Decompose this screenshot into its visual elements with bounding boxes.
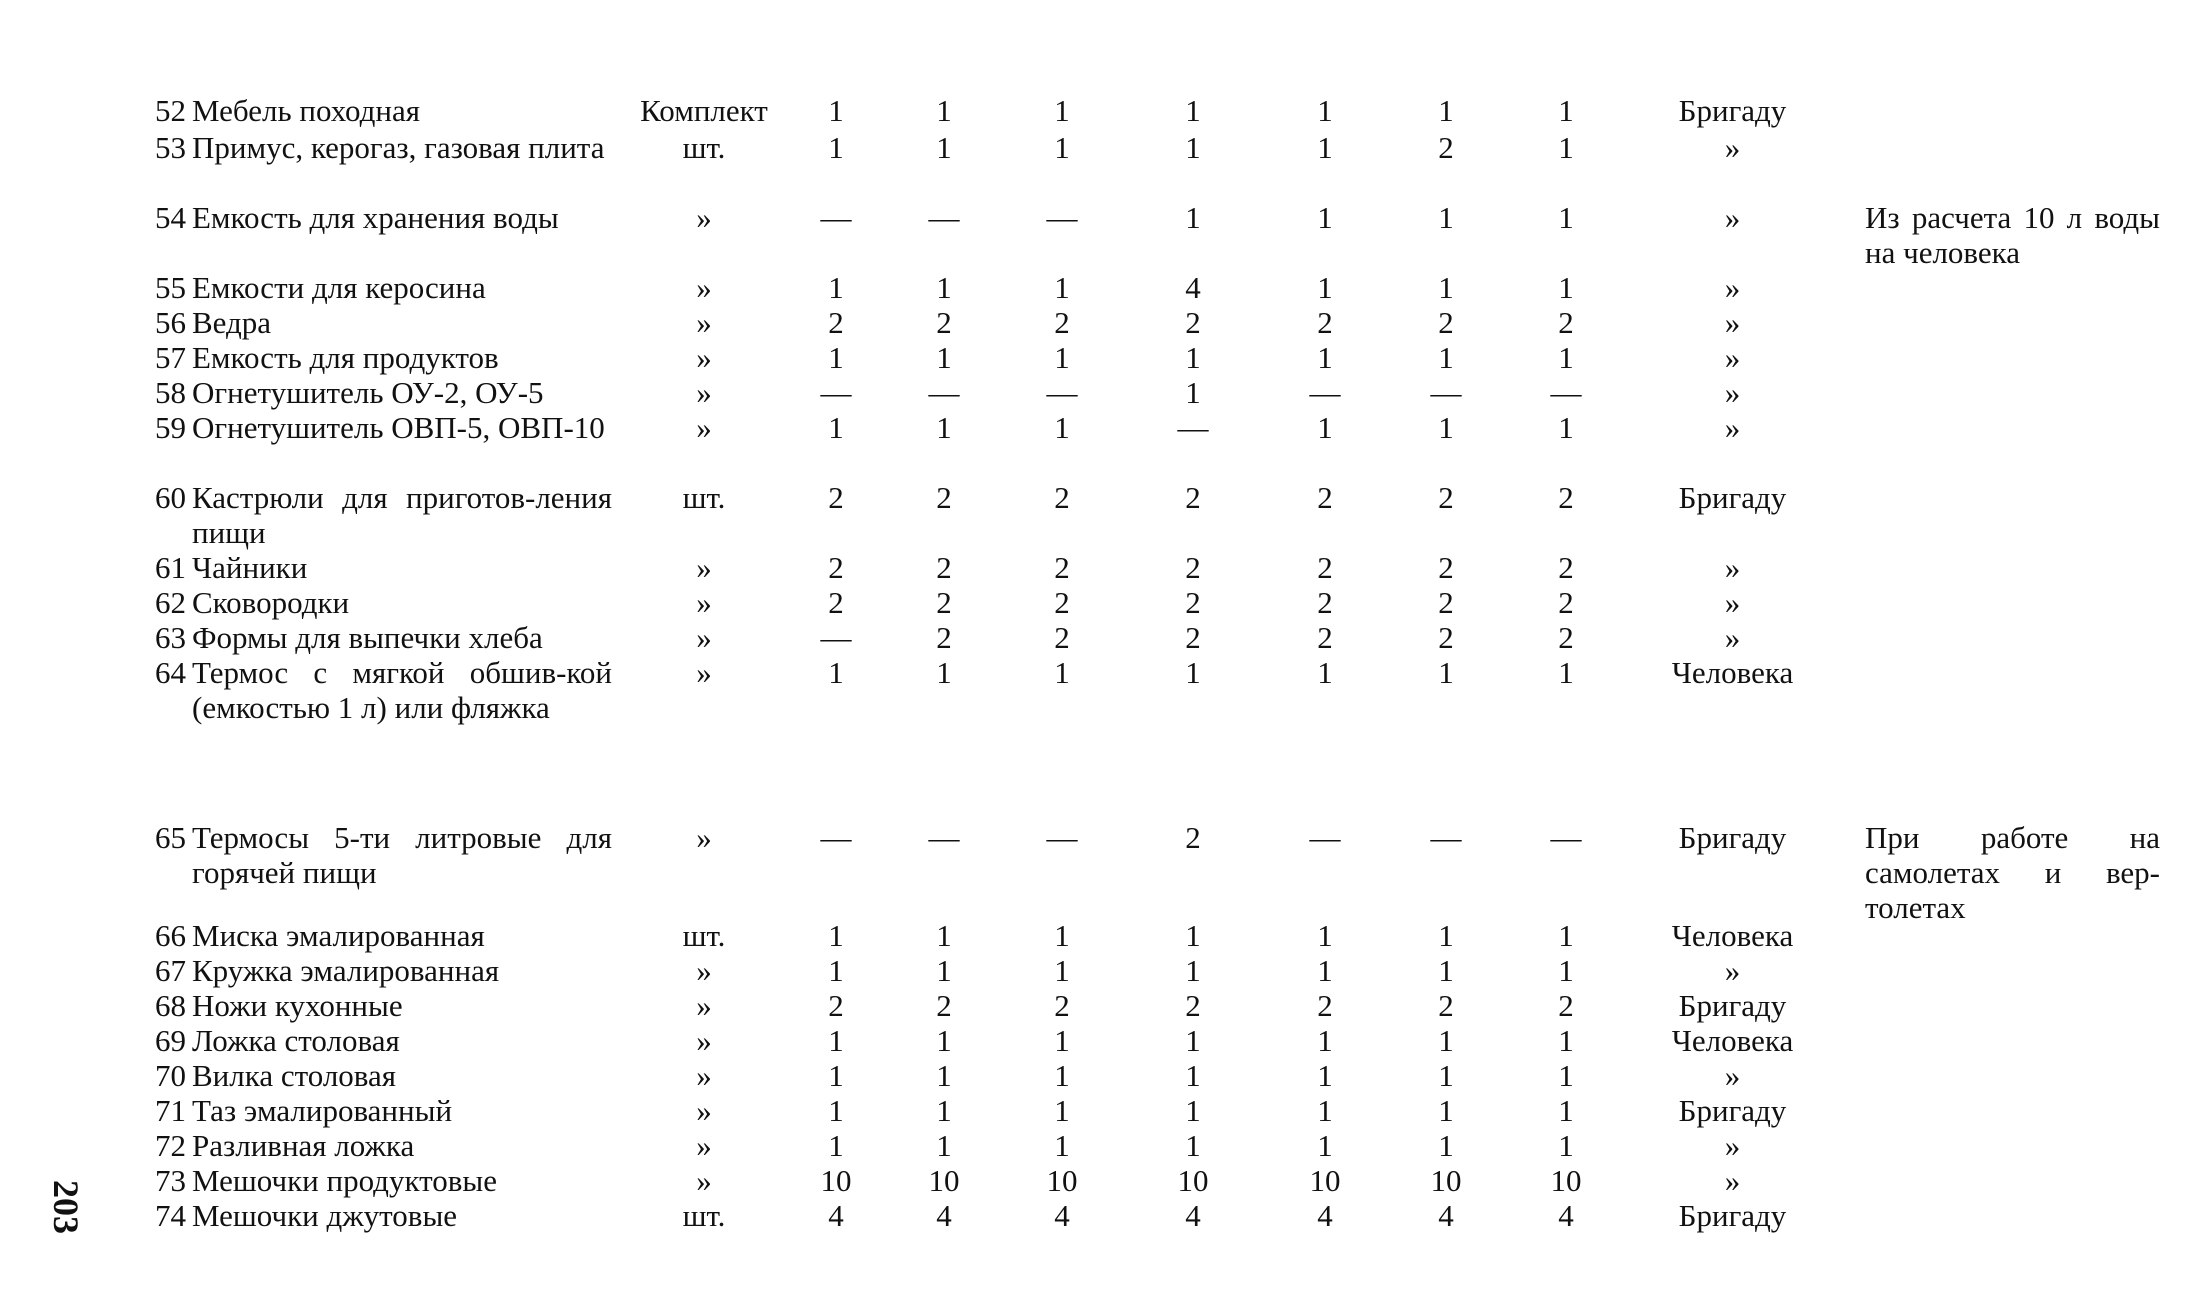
item-name: Разливная ложка: [192, 1128, 415, 1163]
quantity-cell: 1: [1317, 200, 1333, 235]
unit-cell: »: [696, 410, 712, 445]
unit-cell: »: [696, 1023, 712, 1058]
per-unit-cell: Бригаду: [1678, 480, 1787, 515]
quantity-cell: 1: [828, 93, 844, 128]
quantity-cell: 1: [828, 1128, 844, 1163]
row-number: 53: [155, 130, 186, 165]
quantity-cell: 10: [1046, 1163, 1078, 1198]
row-number: 69: [155, 1023, 186, 1058]
quantity-cell: 1: [1317, 410, 1333, 445]
quantity-cell: 2: [1317, 550, 1333, 585]
quantity-cell: 1: [1317, 1058, 1333, 1093]
per-unit-cell: »: [1724, 270, 1741, 305]
item-name: Мебель походная: [192, 93, 421, 128]
quantity-cell: 1: [1558, 130, 1574, 165]
quantity-cell: 2: [1185, 550, 1201, 585]
quantity-cell: 1: [828, 340, 844, 375]
quantity-cell: —: [820, 200, 852, 235]
item-name: Термос с мягкой обшив-кой (емкостью 1 л) или фляжка: [192, 655, 612, 725]
quantity-cell: 1: [936, 918, 952, 953]
quantity-cell: —: [1309, 375, 1341, 410]
item-name: Емкость для хранения воды: [192, 200, 559, 235]
quantity-cell: 1: [1185, 200, 1201, 235]
quantity-cell: 2: [1054, 620, 1070, 655]
unit-cell: шт.: [682, 480, 726, 515]
quantity-cell: 10: [1177, 1163, 1209, 1198]
quantity-cell: 1: [936, 340, 952, 375]
quantity-cell: 4: [828, 1198, 844, 1233]
row-number: 57: [155, 340, 186, 375]
per-unit-cell: »: [1724, 375, 1741, 410]
quantity-cell: 1: [1054, 1023, 1070, 1058]
item-name: Сковородки: [192, 585, 350, 620]
per-unit-cell: Бригаду: [1678, 1198, 1787, 1233]
quantity-cell: 10: [1309, 1163, 1341, 1198]
row-number: 63: [155, 620, 186, 655]
unit-cell: »: [696, 1163, 712, 1198]
quantity-cell: 1: [1317, 93, 1333, 128]
quantity-cell: 2: [1438, 585, 1454, 620]
quantity-cell: 2: [1185, 988, 1201, 1023]
quantity-cell: 1: [1317, 1023, 1333, 1058]
quantity-cell: 2: [1185, 585, 1201, 620]
quantity-cell: 1: [1558, 1023, 1574, 1058]
row-number: 64: [155, 655, 186, 690]
quantity-cell: —: [820, 375, 852, 410]
item-name: Вилка столовая: [192, 1058, 397, 1093]
quantity-cell: 1: [936, 1093, 952, 1128]
item-name: Мешочки джутовые: [192, 1198, 458, 1233]
quantity-cell: 2: [936, 305, 952, 340]
quantity-cell: 10: [1550, 1163, 1582, 1198]
quantity-cell: 1: [936, 953, 952, 988]
quantity-cell: 1: [1558, 93, 1574, 128]
quantity-cell: 4: [1558, 1198, 1574, 1233]
quantity-cell: —: [928, 820, 960, 855]
per-unit-cell: »: [1724, 200, 1741, 235]
quantity-cell: 2: [1438, 988, 1454, 1023]
quantity-cell: 1: [1185, 130, 1201, 165]
quantity-cell: 1: [1054, 1058, 1070, 1093]
quantity-cell: 1: [1438, 270, 1454, 305]
quantity-cell: 1: [1185, 1128, 1201, 1163]
unit-cell: »: [696, 620, 712, 655]
unit-cell: »: [696, 270, 712, 305]
item-name: Огнетушитель ОВП-5, ОВП-10: [192, 410, 605, 445]
quantity-cell: 1: [1317, 340, 1333, 375]
per-unit-cell: »: [1724, 585, 1741, 620]
quantity-cell: 2: [1558, 585, 1574, 620]
quantity-cell: 1: [1185, 1058, 1201, 1093]
item-name: Таз эмалированный: [192, 1093, 453, 1128]
quantity-cell: 1: [1054, 130, 1070, 165]
quantity-cell: 2: [1054, 550, 1070, 585]
quantity-cell: —: [928, 375, 960, 410]
quantity-cell: 1: [1438, 1128, 1454, 1163]
item-name: Ведра: [192, 305, 272, 340]
quantity-cell: 1: [1438, 1058, 1454, 1093]
quantity-cell: 2: [828, 585, 844, 620]
per-unit-cell: »: [1724, 305, 1741, 340]
quantity-cell: 1: [1317, 1093, 1333, 1128]
quantity-cell: 1: [1558, 200, 1574, 235]
quantity-cell: 2: [1317, 585, 1333, 620]
item-name: Примус, керогаз, газовая плита: [192, 130, 605, 165]
quantity-cell: —: [1550, 375, 1582, 410]
row-number: 62: [155, 585, 186, 620]
unit-cell: »: [696, 585, 712, 620]
quantity-cell: 4: [1054, 1198, 1070, 1233]
unit-cell: шт.: [682, 918, 726, 953]
quantity-cell: 1: [936, 130, 952, 165]
quantity-cell: 1: [828, 130, 844, 165]
quantity-cell: 1: [1438, 655, 1454, 690]
row-number: 73: [155, 1163, 186, 1198]
row-number: 55: [155, 270, 186, 305]
quantity-cell: —: [1309, 820, 1341, 855]
quantity-cell: 1: [1438, 953, 1454, 988]
item-name: Кружка эмалированная: [192, 953, 500, 988]
quantity-cell: 1: [1054, 93, 1070, 128]
unit-cell: »: [696, 305, 712, 340]
unit-cell: Комплект: [640, 93, 768, 128]
quantity-cell: 1: [936, 93, 952, 128]
item-name: Формы для выпечки хлеба: [192, 620, 543, 655]
quantity-cell: —: [1177, 410, 1209, 445]
quantity-cell: 1: [1317, 953, 1333, 988]
quantity-cell: 1: [936, 270, 952, 305]
quantity-cell: 4: [1185, 270, 1201, 305]
quantity-cell: 1: [828, 1093, 844, 1128]
quantity-cell: 1: [1558, 953, 1574, 988]
row-number: 59: [155, 410, 186, 445]
unit-cell: »: [696, 820, 712, 855]
quantity-cell: 1: [1054, 270, 1070, 305]
quantity-cell: 2: [1438, 620, 1454, 655]
per-unit-cell: »: [1724, 1163, 1741, 1198]
quantity-cell: 1: [1185, 918, 1201, 953]
quantity-cell: 1: [1438, 1023, 1454, 1058]
quantity-cell: 2: [828, 305, 844, 340]
quantity-cell: 2: [1438, 305, 1454, 340]
quantity-cell: 1: [936, 1023, 952, 1058]
row-number: 72: [155, 1128, 186, 1163]
row-number: 52: [155, 93, 186, 128]
unit-cell: »: [696, 1093, 712, 1128]
unit-cell: »: [696, 375, 712, 410]
quantity-cell: 1: [828, 1058, 844, 1093]
quantity-cell: 1: [1438, 1093, 1454, 1128]
quantity-cell: 1: [1558, 270, 1574, 305]
quantity-cell: 1: [828, 410, 844, 445]
quantity-cell: 1: [1558, 410, 1574, 445]
unit-cell: »: [696, 200, 712, 235]
per-unit-cell: »: [1724, 410, 1741, 445]
quantity-cell: —: [1046, 200, 1078, 235]
per-unit-cell: Бригаду: [1678, 93, 1787, 128]
row-number: 68: [155, 988, 186, 1023]
row-number: 60: [155, 480, 186, 515]
quantity-cell: 2: [936, 585, 952, 620]
row-number: 65: [155, 820, 186, 855]
quantity-cell: 1: [828, 953, 844, 988]
per-unit-cell: Бригаду: [1678, 988, 1787, 1023]
quantity-cell: 1: [1438, 93, 1454, 128]
quantity-cell: —: [820, 820, 852, 855]
quantity-cell: 2: [1185, 820, 1201, 855]
per-unit-cell: Человека: [1671, 655, 1794, 690]
quantity-cell: 2: [1054, 988, 1070, 1023]
row-number: 71: [155, 1093, 186, 1128]
quantity-cell: 2: [1558, 620, 1574, 655]
quantity-cell: 1: [828, 1023, 844, 1058]
quantity-cell: 4: [1438, 1198, 1454, 1233]
quantity-cell: 4: [936, 1198, 952, 1233]
per-unit-cell: Человека: [1671, 1023, 1794, 1058]
quantity-cell: 2: [1185, 620, 1201, 655]
quantity-cell: 2: [1438, 130, 1454, 165]
quantity-cell: 2: [828, 988, 844, 1023]
remark-note: При работе на самолетах и вер-толетах: [1865, 820, 2160, 925]
quantity-cell: 2: [1558, 988, 1574, 1023]
quantity-cell: 1: [1317, 655, 1333, 690]
quantity-cell: 2: [1558, 305, 1574, 340]
row-number: 56: [155, 305, 186, 340]
quantity-cell: 2: [1054, 585, 1070, 620]
quantity-cell: 2: [936, 988, 952, 1023]
unit-cell: »: [696, 953, 712, 988]
quantity-cell: 2: [936, 620, 952, 655]
remark-note: Из расчета 10 л воды на человека: [1865, 200, 2160, 270]
quantity-cell: 1: [1185, 93, 1201, 128]
quantity-cell: 2: [1317, 305, 1333, 340]
quantity-cell: 1: [936, 1058, 952, 1093]
item-name: Ложка столовая: [192, 1023, 400, 1058]
quantity-cell: 1: [1054, 1128, 1070, 1163]
unit-cell: »: [696, 340, 712, 375]
quantity-cell: 1: [1558, 918, 1574, 953]
item-name: Мешочки продуктовые: [192, 1163, 497, 1198]
per-unit-cell: Бригаду: [1678, 820, 1787, 855]
quantity-cell: 2: [1317, 988, 1333, 1023]
quantity-cell: —: [1430, 820, 1462, 855]
quantity-cell: —: [820, 620, 852, 655]
quantity-cell: 2: [828, 550, 844, 585]
quantity-cell: 1: [828, 270, 844, 305]
quantity-cell: 10: [1430, 1163, 1462, 1198]
quantity-cell: 1: [1558, 1093, 1574, 1128]
quantity-cell: 4: [1185, 1198, 1201, 1233]
per-unit-cell: »: [1724, 620, 1741, 655]
page-number: 203: [46, 1180, 86, 1234]
quantity-cell: 1: [1558, 340, 1574, 375]
quantity-cell: 4: [1317, 1198, 1333, 1233]
row-number: 67: [155, 953, 186, 988]
quantity-cell: 2: [828, 480, 844, 515]
quantity-cell: 1: [936, 410, 952, 445]
item-name: Ножи кухонные: [192, 988, 403, 1023]
quantity-cell: 10: [820, 1163, 852, 1198]
quantity-cell: 1: [1054, 1093, 1070, 1128]
quantity-cell: 2: [1317, 620, 1333, 655]
row-number: 66: [155, 918, 186, 953]
quantity-cell: 1: [1558, 1058, 1574, 1093]
quantity-cell: 1: [1438, 410, 1454, 445]
unit-cell: »: [696, 1128, 712, 1163]
quantity-cell: 2: [1054, 305, 1070, 340]
quantity-cell: 2: [1317, 480, 1333, 515]
row-number: 61: [155, 550, 186, 585]
item-name: Кастрюли для приготов-ления пищи: [192, 480, 612, 550]
row-number: 70: [155, 1058, 186, 1093]
quantity-cell: 1: [936, 1128, 952, 1163]
quantity-cell: 1: [1185, 1023, 1201, 1058]
quantity-cell: 1: [1317, 270, 1333, 305]
quantity-cell: 1: [1317, 918, 1333, 953]
quantity-cell: 2: [936, 480, 952, 515]
per-unit-cell: »: [1724, 340, 1741, 375]
quantity-cell: 1: [1054, 340, 1070, 375]
quantity-cell: —: [1046, 375, 1078, 410]
quantity-cell: 10: [928, 1163, 960, 1198]
quantity-cell: 1: [1185, 953, 1201, 988]
quantity-cell: —: [1550, 820, 1582, 855]
quantity-cell: 1: [1438, 200, 1454, 235]
item-name: Чайники: [192, 550, 308, 585]
quantity-cell: 1: [1054, 410, 1070, 445]
unit-cell: »: [696, 550, 712, 585]
quantity-cell: 1: [936, 655, 952, 690]
item-name: Емкости для керосина: [192, 270, 486, 305]
quantity-cell: 2: [1185, 480, 1201, 515]
quantity-cell: 1: [1317, 1128, 1333, 1163]
item-name: Термосы 5-ти литровые для горячей пищи: [192, 820, 612, 890]
quantity-cell: —: [1046, 820, 1078, 855]
quantity-cell: 1: [1558, 1128, 1574, 1163]
row-number: 58: [155, 375, 186, 410]
quantity-cell: 1: [1185, 340, 1201, 375]
quantity-cell: 1: [1317, 130, 1333, 165]
per-unit-cell: Бригаду: [1678, 1093, 1787, 1128]
per-unit-cell: »: [1724, 550, 1741, 585]
quantity-cell: 1: [1438, 340, 1454, 375]
quantity-cell: 2: [936, 550, 952, 585]
quantity-cell: 2: [1185, 305, 1201, 340]
quantity-cell: 1: [828, 655, 844, 690]
quantity-cell: 2: [1558, 480, 1574, 515]
unit-cell: шт.: [682, 1198, 726, 1233]
item-name: Емкость для продуктов: [192, 340, 499, 375]
quantity-cell: —: [1430, 375, 1462, 410]
row-number: 54: [155, 200, 186, 235]
quantity-cell: 2: [1054, 480, 1070, 515]
row-number: 74: [155, 1198, 186, 1233]
item-name: Огнетушитель ОУ-2, ОУ-5: [192, 375, 544, 410]
quantity-cell: 1: [1054, 655, 1070, 690]
per-unit-cell: »: [1724, 953, 1741, 988]
unit-cell: »: [696, 988, 712, 1023]
unit-cell: шт.: [682, 130, 726, 165]
unit-cell: »: [696, 655, 712, 690]
quantity-cell: 2: [1558, 550, 1574, 585]
quantity-cell: —: [928, 200, 960, 235]
quantity-cell: 1: [1054, 918, 1070, 953]
quantity-cell: 1: [1054, 953, 1070, 988]
per-unit-cell: »: [1724, 1058, 1741, 1093]
per-unit-cell: »: [1724, 1128, 1741, 1163]
quantity-cell: 1: [1558, 655, 1574, 690]
quantity-cell: 1: [1185, 655, 1201, 690]
quantity-cell: 1: [1438, 918, 1454, 953]
quantity-cell: 1: [1185, 375, 1201, 410]
per-unit-cell: Человека: [1671, 918, 1794, 953]
unit-cell: »: [696, 1058, 712, 1093]
per-unit-cell: »: [1724, 130, 1741, 165]
quantity-cell: 1: [1185, 1093, 1201, 1128]
item-name: Миска эмалированная: [192, 918, 485, 953]
quantity-cell: 1: [828, 918, 844, 953]
quantity-cell: 2: [1438, 550, 1454, 585]
quantity-cell: 2: [1438, 480, 1454, 515]
